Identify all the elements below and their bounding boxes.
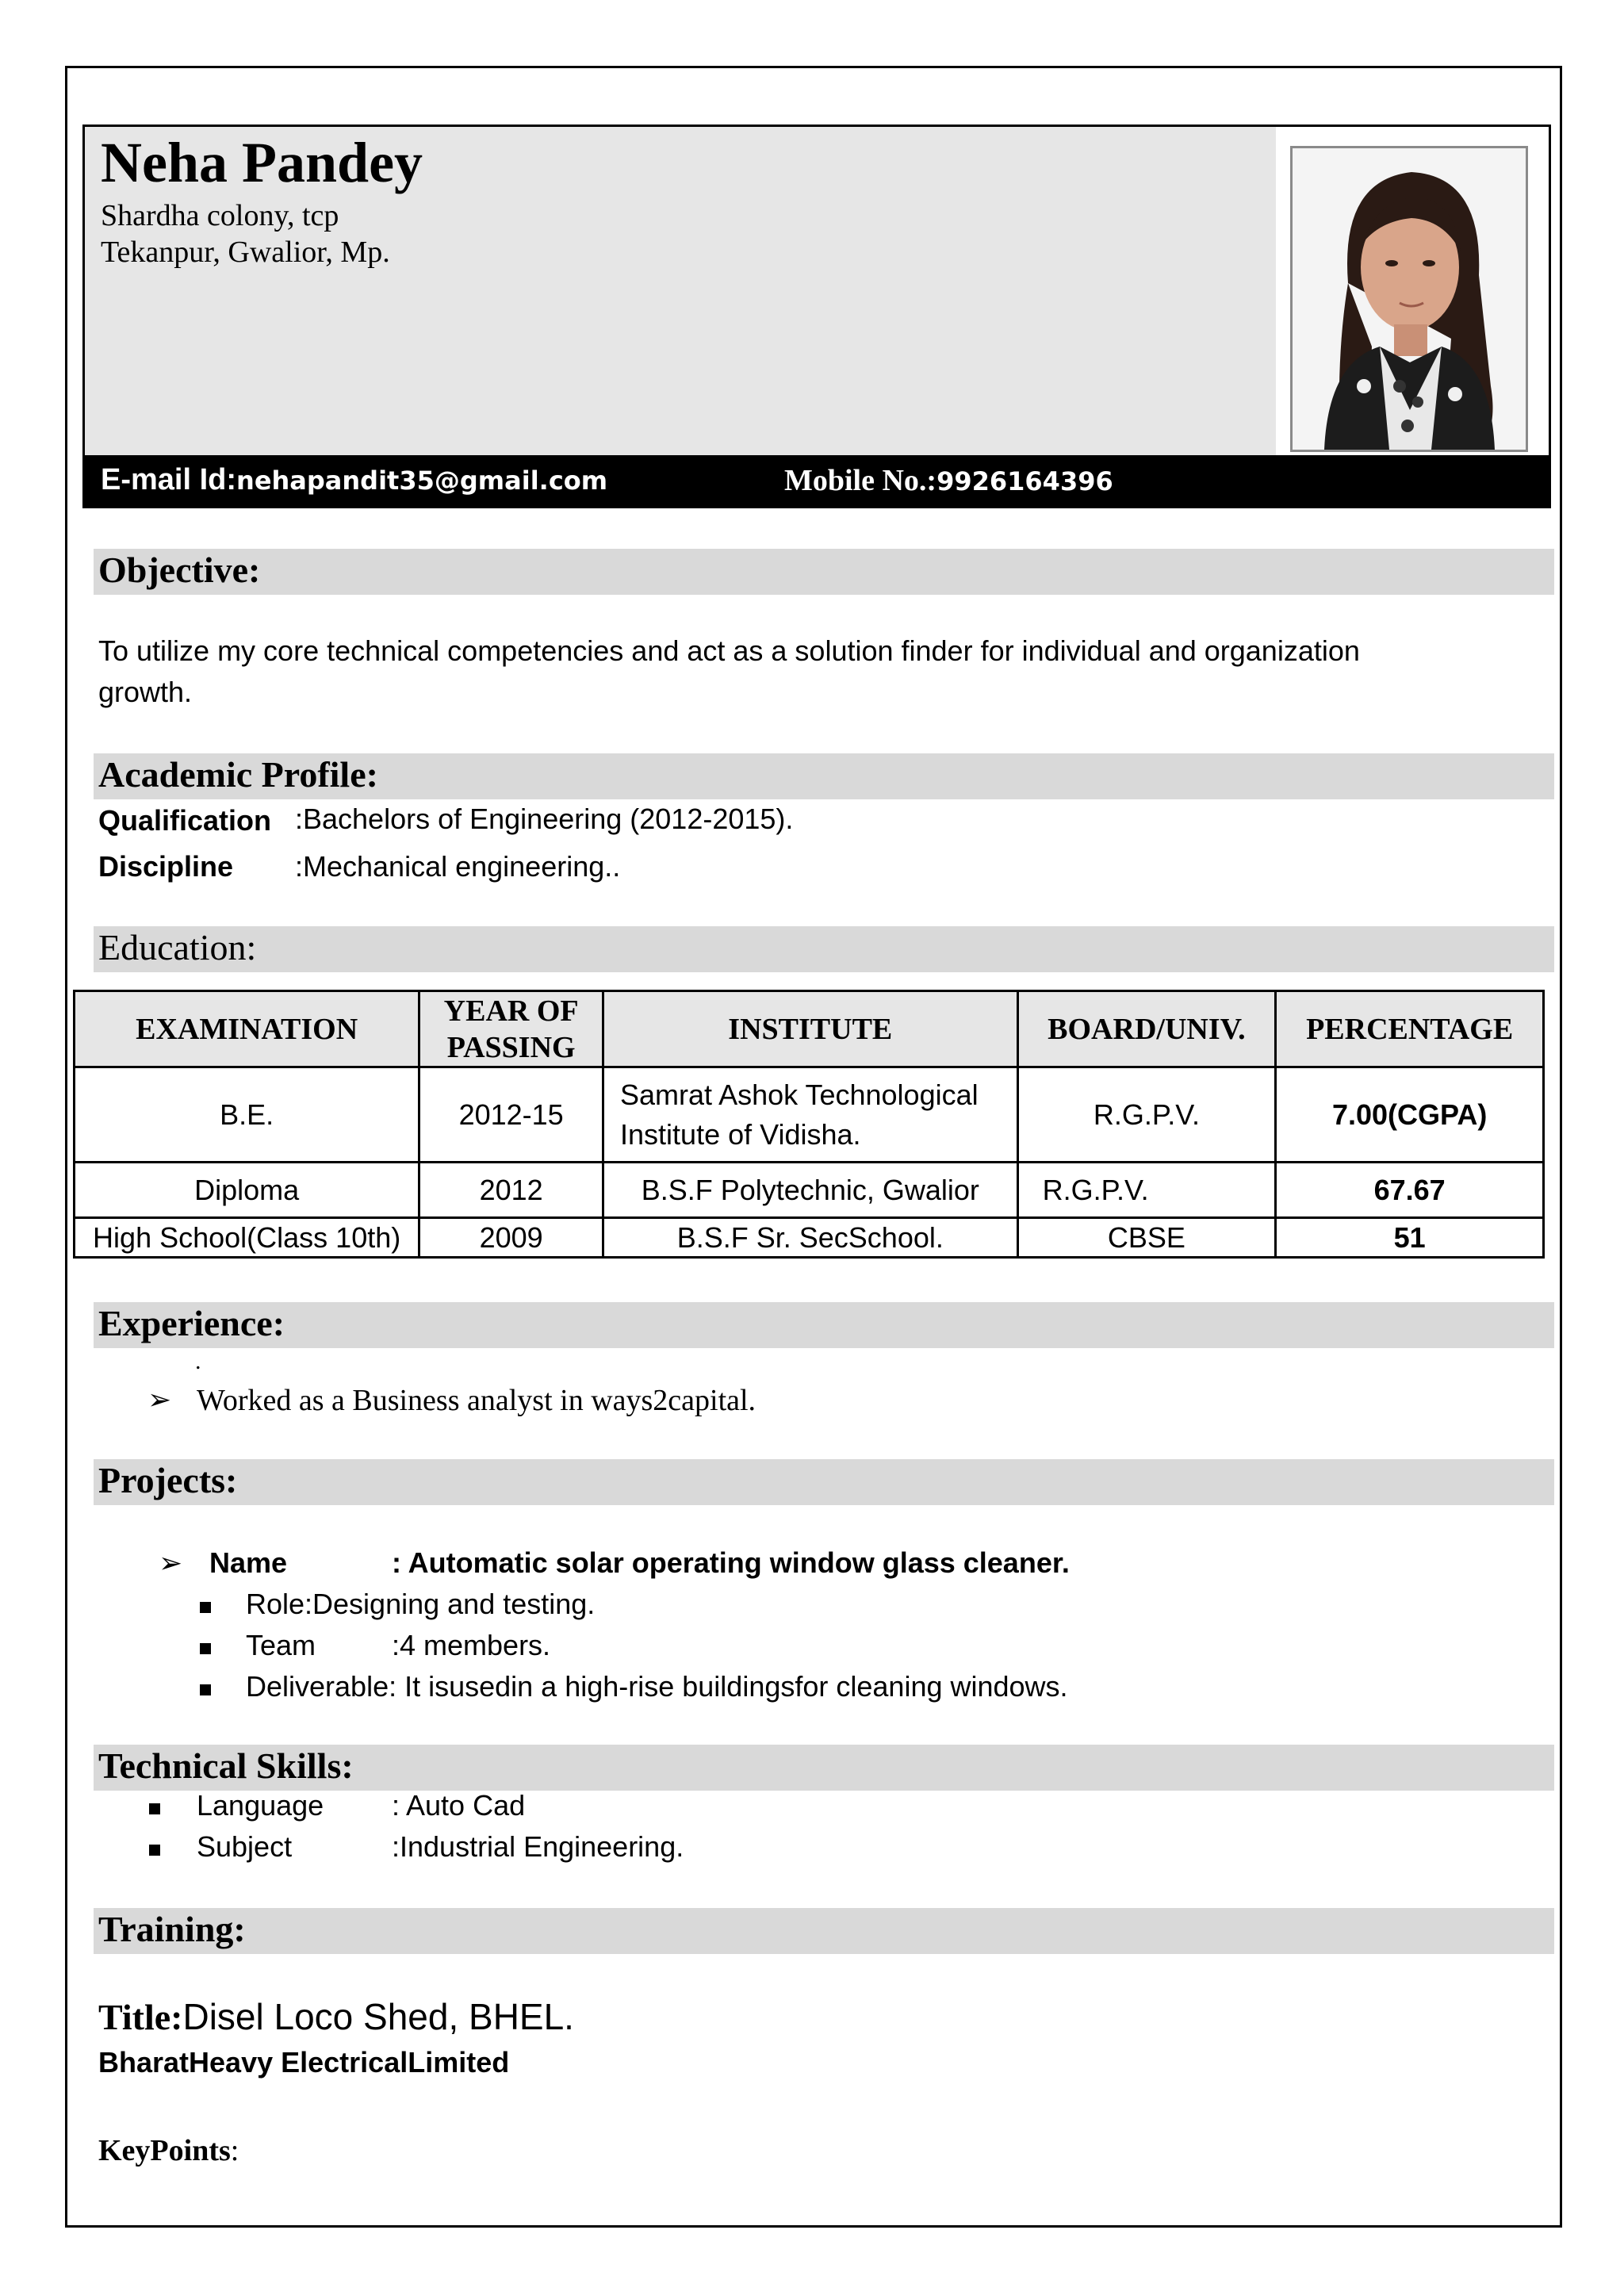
board-cell: R.G.P.V. [1017, 1163, 1276, 1218]
mobile-label: Mobile No.: [784, 464, 937, 497]
resume-header [82, 125, 1551, 508]
table-row [75, 1218, 1544, 1258]
profile-photo [1290, 146, 1528, 452]
percentage-cell: 51 [1276, 1218, 1544, 1258]
col-header-examination: EXAMINATION [75, 991, 419, 1067]
board-cell: R.G.P.V. [1017, 1067, 1276, 1163]
address-line-1: Shardha colony, tcp [101, 199, 339, 232]
exam-cell: Diploma [75, 1163, 419, 1218]
skill-language-label: Language [197, 1789, 324, 1822]
skills-heading: Technical Skills: [98, 1745, 354, 1786]
project-name-label: Name [209, 1546, 288, 1579]
exam-cell: High School(Class 10th) [75, 1218, 419, 1258]
institute-cell: Samrat Ashok Technological Institute of Vidisha. [603, 1067, 1018, 1163]
experience-dot: . [195, 1348, 201, 1374]
project-role: Role:Designing and testing. [246, 1588, 596, 1620]
year-cell: 2012-15 [419, 1067, 603, 1163]
experience-item: Worked as a Business analyst in ways2capital. [197, 1384, 756, 1417]
institute-cell: B.S.F Sr. SecSchool. [603, 1218, 1018, 1258]
education-table-header-row [75, 991, 1544, 1067]
col-header-year-of-passing: YEAR OF PASSING [419, 991, 603, 1067]
email-label: E-mail Id: [101, 463, 237, 496]
projects-heading: Projects: [98, 1460, 238, 1500]
discipline-label: Discipline [98, 850, 234, 883]
candidate-name: Neha Pandey [101, 131, 423, 194]
contact-bar [85, 455, 1549, 506]
project-team-value: :4 members. [392, 1629, 551, 1661]
skills-section-bar [94, 1745, 1554, 1791]
qualification-value: :Bachelors of Engineering (2012-2015). [295, 803, 794, 835]
experience-heading: Experience: [98, 1303, 285, 1343]
training-title-label: Title: [98, 1997, 183, 2037]
email-value: nehapandit35@gmail.com [236, 466, 608, 496]
academic-heading: Academic Profile: [98, 754, 378, 795]
percentage-cell: 67.67 [1276, 1163, 1544, 1218]
skill-subject-label: Subject [197, 1830, 293, 1863]
discipline-value: :Mechanical engineering.. [295, 850, 621, 883]
objective-section-bar [94, 549, 1554, 595]
square-bullet-icon [200, 1684, 211, 1695]
training-section-bar [94, 1908, 1554, 1954]
col-header-board-univ: BOARD/UNIV. [1017, 991, 1276, 1067]
training-title-value: Disel Loco Shed, BHEL. [182, 1996, 574, 2037]
training-title-line [98, 1995, 574, 2038]
project-name-value: : Automatic solar operating window glass cleaner. [392, 1546, 1070, 1579]
square-bullet-icon [200, 1643, 211, 1654]
projects-section-bar [94, 1459, 1554, 1505]
training-keypoints-label: KeyPoints [98, 2134, 231, 2167]
arrow-bullet-icon: ➢ [159, 1547, 183, 1579]
education-heading: Education: [98, 927, 257, 967]
address-line-2: Tekanpur, Gwalior, Mp. [101, 236, 390, 269]
email-line [101, 463, 607, 497]
person-photo-icon [1293, 148, 1526, 450]
year-cell: 2012 [419, 1163, 603, 1218]
qualification-label: Qualification [98, 804, 272, 837]
arrow-bullet-icon: ➢ [147, 1384, 172, 1416]
academic-section-bar [94, 753, 1554, 799]
project-deliverable: Deliverable: It isusedin a high-rise buildingsfor cleaning windows. [246, 1670, 1068, 1703]
exam-cell: B.E. [75, 1067, 419, 1163]
mobile-value: 9926164396 [936, 466, 1113, 496]
square-bullet-icon [149, 1845, 160, 1856]
training-keypoints-colon: : [230, 2134, 239, 2167]
mobile-line [784, 463, 1113, 498]
square-bullet-icon [149, 1803, 160, 1814]
education-section-bar [94, 926, 1554, 972]
objective-text-line-2: growth. [98, 676, 193, 708]
objective-text-line-1: To utilize my core technical competencies and act as a solution finder for individual and organization [98, 634, 1360, 667]
training-heading: Training: [98, 1909, 246, 1949]
institute-cell: B.S.F Polytechnic, Gwalior [603, 1163, 1018, 1218]
year-cell: 2009 [419, 1218, 603, 1258]
education-table [73, 990, 1545, 1259]
table-row [75, 1067, 1544, 1163]
col-header-institute: INSTITUTE [603, 991, 1018, 1067]
skill-subject-value: :Industrial Engineering. [392, 1830, 684, 1863]
board-cell: CBSE [1017, 1218, 1276, 1258]
percentage-cell: 7.00(CGPA) [1276, 1067, 1544, 1163]
col-header-percentage: PERCENTAGE [1276, 991, 1544, 1067]
photo-frame [1276, 127, 1549, 476]
project-team-label: Team [246, 1629, 316, 1661]
experience-section-bar [94, 1302, 1554, 1348]
objective-heading: Objective: [98, 550, 261, 590]
table-row [75, 1163, 1544, 1218]
training-keypoints-line [98, 2133, 239, 2168]
skill-language-value: : Auto Cad [392, 1789, 526, 1822]
training-company: BharatHeavy ElectricalLimited [98, 2046, 510, 2079]
square-bullet-icon [200, 1602, 211, 1613]
